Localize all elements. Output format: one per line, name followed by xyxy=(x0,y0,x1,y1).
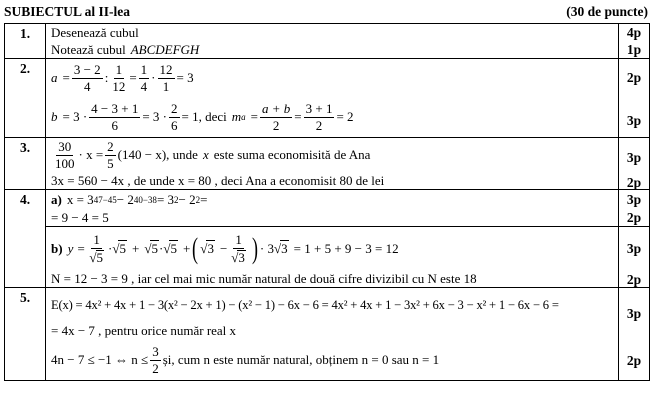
denominator: 5 xyxy=(107,155,114,171)
op: = 3 · xyxy=(142,109,168,124)
result: = 3 xyxy=(176,70,194,85)
numerator: 1 xyxy=(115,61,123,77)
radicand: 5 xyxy=(96,249,103,265)
fraction xyxy=(110,63,127,93)
problem-number: 5. xyxy=(5,288,46,381)
points-b xyxy=(619,227,649,287)
var: a xyxy=(51,70,58,85)
numerator: 3 + 1 xyxy=(305,100,333,116)
op: · x = xyxy=(78,147,104,162)
expr: = xyxy=(200,191,208,207)
denominator: √5 xyxy=(89,249,103,265)
problem-content xyxy=(46,190,619,288)
radicand: 5 xyxy=(170,241,177,256)
op: : xyxy=(104,70,109,85)
problem-number: 4. xyxy=(5,190,46,288)
problem-content xyxy=(46,288,619,381)
denominator: 2 xyxy=(272,117,280,133)
numerator: 2 xyxy=(107,138,114,154)
points: 2p xyxy=(626,209,642,225)
numerator: 1 xyxy=(140,61,148,77)
numerator: 2 xyxy=(171,100,178,116)
numerator: 12 xyxy=(159,61,173,77)
part-a xyxy=(46,190,618,227)
part-label: b) xyxy=(51,240,63,256)
fraction xyxy=(158,63,175,93)
denominator: 2 xyxy=(152,360,159,376)
points-column xyxy=(619,138,650,190)
fraction xyxy=(229,233,248,264)
text: și, cum n este număr natural, obținem n = 0 sau n = 1 xyxy=(162,352,440,367)
cube-name: ABCDEFGH xyxy=(130,41,200,57)
denominator: 4 xyxy=(84,78,91,94)
formula: b) y = $\frac{1}{√5}$ · √ 5 + √ 5 · √ 5 + ( √ 3 − $\frac{1}{√3}$ ) · 3 √ 3 = 1 + 5 + 9 − 3 = 12 xyxy=(51,231,399,265)
fraction xyxy=(139,63,150,93)
problem-4-row xyxy=(5,190,650,288)
var: b xyxy=(51,109,58,124)
points: 2p xyxy=(626,353,642,368)
op: = 3 · xyxy=(62,109,88,124)
points-column xyxy=(619,59,650,138)
fraction xyxy=(260,102,292,132)
radicand: 3 xyxy=(238,249,245,265)
radicand: 3 xyxy=(281,241,288,256)
problem-content xyxy=(46,59,619,138)
problem-number: 1. xyxy=(5,24,46,59)
numerator: 3 xyxy=(152,343,159,359)
points: 2p xyxy=(626,271,642,287)
formula-b xyxy=(51,97,618,137)
text: este suma economisită de Ana xyxy=(213,147,371,162)
denominator: 4 xyxy=(140,78,148,94)
text: Notează cubul xyxy=(51,41,126,57)
numerator: 3 − 2 xyxy=(73,61,101,77)
denominator: 1 xyxy=(162,78,170,94)
denominator: √3 xyxy=(231,249,245,265)
numerator: 1 xyxy=(93,231,100,247)
points: 3p xyxy=(626,150,642,165)
denominator: 100 xyxy=(55,155,75,171)
numerator: a + b xyxy=(261,100,291,116)
radicand: 5 xyxy=(119,241,126,256)
points: 3p xyxy=(626,306,642,321)
points-column xyxy=(619,24,650,59)
denominator: 6 xyxy=(171,117,178,133)
op: · xyxy=(151,70,156,85)
denominator: 6 xyxy=(111,117,118,133)
problem-5-row xyxy=(5,288,650,381)
problem-3-row xyxy=(5,138,650,190)
fraction xyxy=(87,233,106,264)
text: , unde xyxy=(166,147,198,162)
expr: 4n − 7 ≤ −1 ⇔ n ≤ xyxy=(51,352,149,367)
op: = xyxy=(294,109,302,124)
fraction xyxy=(150,345,161,375)
var: x xyxy=(202,147,209,162)
op: · xyxy=(158,240,164,256)
numerator: 1 xyxy=(235,231,242,247)
text-line: 3x = 560 − 4x , de unde x = 80 , deci Ana a economisit 80 de lei xyxy=(51,172,385,188)
points: 3p xyxy=(626,191,642,207)
problem-number: 2. xyxy=(5,59,46,138)
problem-1-row xyxy=(5,24,650,59)
var: m xyxy=(231,109,242,124)
expr: x = 3 xyxy=(66,191,94,207)
header xyxy=(4,2,648,22)
formula xyxy=(51,138,618,172)
formula: E(x) = 4x² + 4x + 1 − 3(x² − 2x + 1) − (x² − 1) − 6x − 6 = 4x² + 4x + 1 − 3x² + 6x − 3 − x² + 1 − 6x − 6 = xyxy=(51,297,559,312)
fraction xyxy=(89,102,140,132)
part-label: a) xyxy=(51,191,62,207)
subscript: a xyxy=(241,112,246,122)
points-column xyxy=(619,190,650,288)
points-a xyxy=(619,190,649,227)
formula: a) x = 3 47−45 − 2 40−38 = 3 2 − 2 2 = xyxy=(51,191,208,207)
fraction xyxy=(53,140,77,170)
problem-content xyxy=(46,24,619,59)
fraction xyxy=(72,63,103,93)
result: = 2 xyxy=(336,109,354,124)
op: + xyxy=(182,240,191,256)
denominator: 12 xyxy=(112,78,126,94)
text-line xyxy=(51,41,618,58)
problem-number: 3. xyxy=(5,138,46,190)
numerator: 30 xyxy=(58,138,72,154)
op: = xyxy=(62,70,70,85)
op: · 3 xyxy=(259,240,275,256)
text-line: Desenează cubul xyxy=(51,24,139,40)
op: = xyxy=(129,70,137,85)
points-column xyxy=(619,288,650,381)
formula xyxy=(51,340,618,380)
grading-table xyxy=(4,23,650,381)
points: 4p xyxy=(626,24,642,40)
points: 2p xyxy=(626,70,642,85)
fraction xyxy=(105,140,116,170)
points: 1p xyxy=(626,41,642,57)
expr: − 2 xyxy=(178,191,196,207)
points: 3p xyxy=(626,240,642,256)
result: = 1 + 5 + 9 − 3 = 12 xyxy=(293,240,399,256)
op: − xyxy=(219,240,228,256)
text-line: = 4x − 7 , pentru orice număr real x xyxy=(51,323,237,338)
radicand: 3 xyxy=(207,241,214,256)
denominator: 2 xyxy=(315,117,323,133)
points: 3p xyxy=(626,113,642,128)
expr: − 2 xyxy=(116,191,134,207)
expr: = 3 xyxy=(156,191,175,207)
points: 2p xyxy=(626,174,642,190)
fraction xyxy=(169,102,180,132)
text-line: = 9 − 4 = 5 xyxy=(51,209,109,225)
section-points: (30 de puncte) xyxy=(566,4,648,19)
fraction xyxy=(304,102,335,132)
numerator: 4 − 3 + 1 xyxy=(91,100,139,116)
op: + xyxy=(131,240,140,256)
var: y = xyxy=(67,240,86,256)
problem-content xyxy=(46,138,619,190)
problem-2-row xyxy=(5,59,650,138)
text: = 1, deci xyxy=(181,109,227,124)
expression: (140 − x) xyxy=(117,147,167,162)
formula-a xyxy=(51,59,618,97)
radicand: 5 xyxy=(151,241,158,256)
op: = xyxy=(250,109,258,124)
part-b xyxy=(46,227,618,287)
op: · xyxy=(108,240,113,256)
text-line: N = 12 − 3 = 9 , iar cel mai mic număr natural de două cifre divizibil cu N este 18 xyxy=(51,270,477,286)
section-title: SUBIECTUL al II-lea xyxy=(4,4,131,19)
